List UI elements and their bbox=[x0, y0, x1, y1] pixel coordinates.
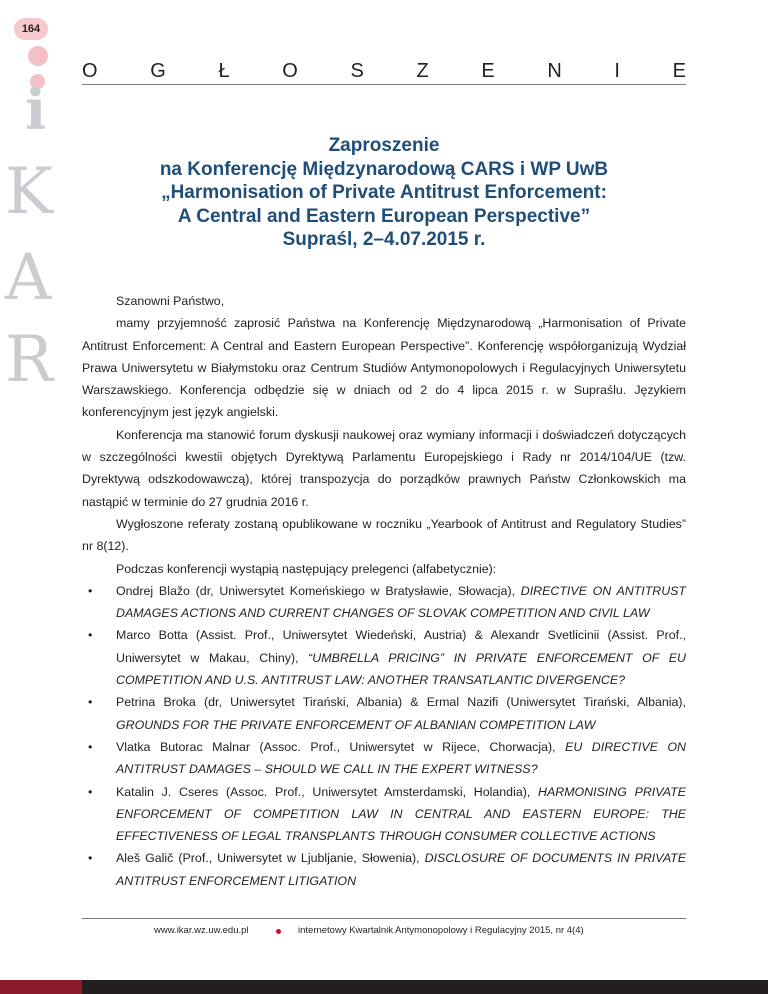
speaker-topic: HARMONISING PRIVATE ENFORCEMENT OF COMPETITION LAW IN CENTRAL AND EASTERN EUROPE: THE EFFECTIVENESS OF LEGAL TRANSPLANTS THROUGH CONSUMER COLLECTIVE ACTIONS bbox=[116, 784, 686, 844]
header-letter: O bbox=[82, 60, 98, 82]
bullet-icon: • bbox=[88, 583, 93, 598]
speaker-name: Vlatka Butorac Malnar (Assoc. Prof., Uniwersytet w Rijece, Chorwacja), bbox=[116, 739, 566, 754]
page-footer bbox=[82, 918, 686, 936]
bullet-icon: • bbox=[88, 739, 93, 754]
header-letter: N bbox=[547, 60, 562, 82]
side-letter-i: i bbox=[25, 77, 47, 143]
speaker-name: Ondrej Blažo (dr, Uniwersytet Komeńskiego w Bratysławie, Słowacja), bbox=[116, 583, 521, 598]
side-decoration bbox=[0, 0, 80, 994]
speaker-name: Aleš Galič (Prof., Uniwersytet w Ljubljanie, Słowenia), bbox=[116, 851, 425, 866]
speaker-item bbox=[82, 736, 686, 781]
bottom-bar bbox=[0, 980, 768, 994]
article-body bbox=[82, 290, 686, 892]
paragraph: Podczas konferencji wystąpią następujący prelegenci (alfabetycznie): bbox=[116, 561, 497, 576]
speaker-item bbox=[82, 781, 686, 848]
title-line: Zaproszenie bbox=[328, 135, 440, 156]
bullet-icon: • bbox=[88, 784, 93, 799]
speaker-topic: EU DIRECTIVE ON ANTITRUST DAMAGES – SHOULD WE CALL IN THE EXPERT WITNESS? bbox=[116, 739, 686, 777]
speaker-item bbox=[82, 580, 686, 625]
title-line: na Konferencję Międzynarodową CARS i WP UwB bbox=[159, 158, 609, 180]
title-line: Supraśl, 2–4.07.2015 r. bbox=[282, 229, 486, 250]
header-letter: I bbox=[614, 60, 620, 82]
greeting: Szanowni Państwo, bbox=[116, 294, 225, 308]
speaker-topic: DIRECTIVE ON ANTITRUST DAMAGES ACTIONS AND CURRENT CHANGES OF SLOVAK COMPETITION AND CIVIL LAW bbox=[116, 583, 686, 621]
bullet-icon: • bbox=[88, 695, 93, 710]
bottom-bar-accent bbox=[0, 980, 82, 994]
speaker-item bbox=[82, 691, 686, 736]
bullet-icon: • bbox=[88, 851, 93, 866]
paragraph: mamy przyjemność zaprosić Państwa na Konferencję Międzynarodową „Harmonisation of Private Antitrust Enforcement: A Central and Eastern European Perspective”. Konferencję współorganizują Wydział Prawa Uniwersytetu w Białymstoku oraz Centrum Studiów Antymonopolowych i Regulacyjnych Uniwersytetu Warszawskiego. Konferencja odbędzie się w dniach od 2 do 4 lipca 2015 r. w Supraślu. Językiem konferencyjnym jest język angielski. bbox=[82, 316, 686, 420]
decor-dot bbox=[28, 46, 48, 66]
speaker-name: Katalin J. Cseres (Assoc. Prof., Uniwersytet Amsterdamski, Holandia), bbox=[116, 784, 539, 799]
side-letter-k: K bbox=[5, 155, 53, 229]
speaker-name: Petrina Broka (dr, Uniwersytet Tirański, Albania) & Ermal Nazifi (Uniwersytet Tirański, Albania), bbox=[116, 695, 686, 710]
header-letter: Z bbox=[416, 60, 429, 82]
speaker-item bbox=[82, 847, 686, 892]
title-line: „Harmonisation of Private Antitrust Enforcement: bbox=[161, 182, 607, 203]
side-letter-a: A bbox=[5, 241, 52, 315]
header-letter: Ł bbox=[218, 60, 230, 82]
speaker-name: Marco Botta (Assist. Prof., Uniwersytet Wiedeński, Austria) & Alexandr Svetlicinii (Assist. Prof., Uniwersytet w Makau, Chiny), bbox=[116, 628, 686, 665]
page-number: 164 bbox=[14, 18, 48, 40]
header-letter: S bbox=[350, 60, 364, 82]
footer-url[interactable]: www.ikar.wz.uw.edu.pl bbox=[154, 925, 249, 936]
speaker-topic: GROUNDS FOR THE PRIVATE ENFORCEMENT OF ALBANIAN COMPETITION LAW bbox=[116, 717, 596, 732]
title-line: A Central and Eastern European Perspective” bbox=[177, 205, 591, 227]
header-letter: G bbox=[150, 60, 166, 82]
footer-dot-icon bbox=[276, 929, 281, 934]
header-letter: E bbox=[672, 60, 686, 82]
article-title bbox=[82, 134, 686, 252]
paragraph: Konferencja ma stanowić forum dyskusji naukowej oraz wymiany informacji i doświadczeń dotyczących w szczególności kwestii objętych Dyrektywą Parlamentu Europejskiego i Rady nr 2014/104/UE (tzw. Dyrektywą odszkodowawczą), której transpozycja do porządków prawnych Państw Członkowskich ma nastąpić w terminie do 27 grudnia 2016 r. bbox=[82, 427, 686, 509]
side-letter-r: R bbox=[5, 323, 54, 397]
header-letter: O bbox=[282, 60, 298, 82]
paragraph: Wygłoszone referaty zostaną opublikowane w roczniku „Yearbook of Antitrust and Regulatory Studies” nr 8(12). bbox=[82, 516, 686, 554]
section-header bbox=[82, 60, 686, 85]
header-letter: E bbox=[481, 60, 495, 82]
speaker-topic: “UMBRELLA PRICING” IN PRIVATE ENFORCEMENT OF EU COMPETITION AND U.S. ANTITRUST LAW: ANOTHER TRANSATLANTIC DIVERGENCE? bbox=[116, 650, 686, 688]
bullet-icon: • bbox=[88, 628, 93, 643]
footer-journal: internetowy Kwartalnik Antymonopolowy i Regulacyjny 2015, nr 4(4) bbox=[298, 925, 584, 936]
speaker-item bbox=[82, 624, 686, 691]
speaker-topic: DISCLOSURE OF DOCUMENTS IN PRIVATE ANTITRUST ENFORCEMENT LITIGATION bbox=[116, 851, 686, 888]
